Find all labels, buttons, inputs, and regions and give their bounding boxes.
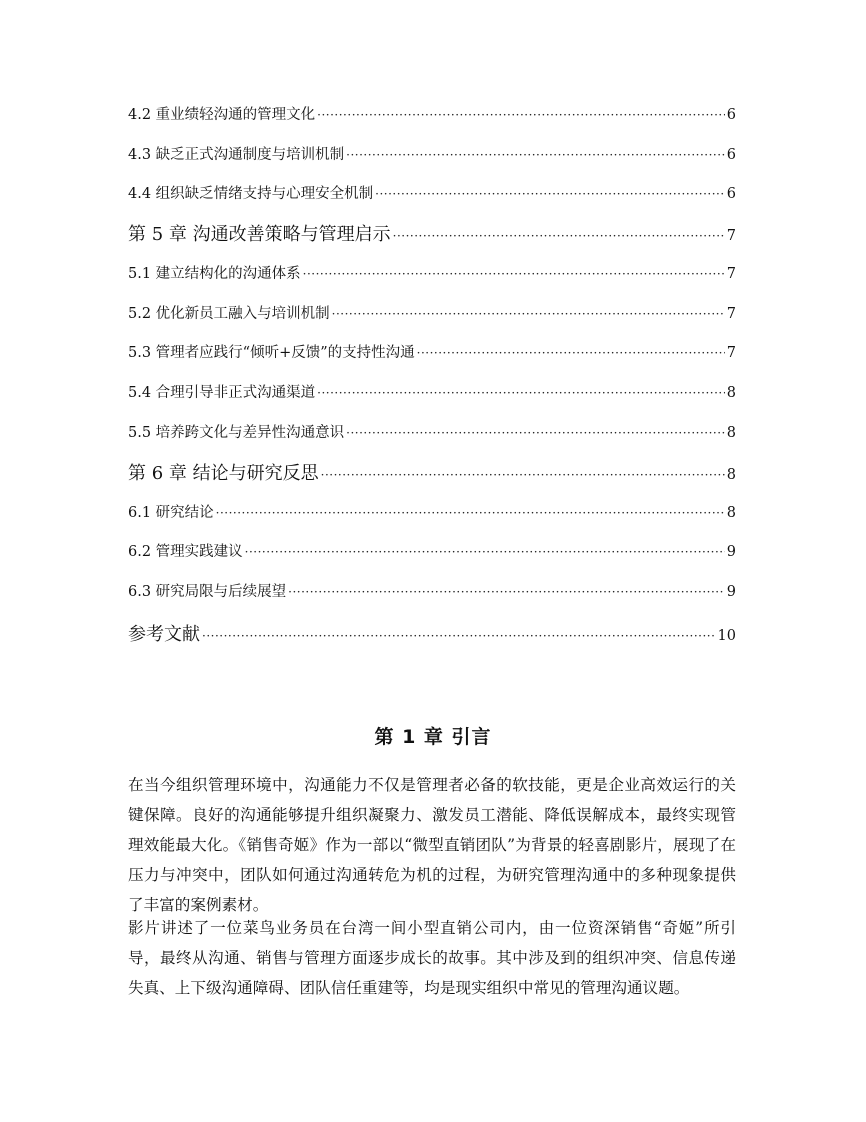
toc-leader-dots [216, 494, 725, 534]
chapter-heading: 第 1 章 引言 [374, 726, 492, 748]
toc-entry-references[interactable] [128, 613, 736, 657]
toc-entry-title: 4.4 组织缺乏情绪支持与心理安全机制 [128, 186, 374, 203]
toc-entry-5-4[interactable] [128, 374, 736, 414]
toc-entry-title: 5.3 管理者应践行“倾听+反馈”的支持性沟通 [128, 345, 415, 362]
toc-entry-5-3[interactable] [128, 334, 736, 374]
toc-leader-dots [317, 374, 725, 414]
table-of-contents [128, 96, 736, 657]
toc-entry-title: 第 5 章 沟通改善策略与管理启示 [128, 224, 391, 246]
toc-entry-5-2[interactable] [128, 295, 736, 335]
toc-entry-title: 6.1 研究结论 [128, 504, 214, 521]
toc-entry-page: 7 [726, 266, 736, 283]
toc-entry-6-1[interactable] [128, 494, 736, 534]
toc-leader-dots [317, 96, 725, 136]
toc-entry-4-2[interactable] [128, 96, 736, 136]
toc-entry-title: 5.2 优化新员工融入与培训机制 [128, 305, 330, 322]
toc-entry-page: 8 [726, 504, 736, 521]
toc-entry-page: 6 [726, 107, 736, 123]
toc-entry-title: 4.3 缺乏正式沟通制度与培训机制 [128, 146, 345, 163]
toc-entry-title: 5.5 培养跨文化与差异性沟通意识 [128, 424, 345, 441]
toc-entry-page: 6 [726, 186, 736, 203]
toc-entry-page: 7 [726, 305, 736, 322]
toc-entry-chapter-5[interactable] [128, 215, 736, 255]
toc-leader-dots [375, 175, 725, 215]
toc-entry-page: 6 [726, 146, 736, 163]
toc-entry-title: 4.2 重业绩轻沟通的管理文化 [128, 107, 316, 123]
toc-entry-page: 7 [726, 345, 736, 362]
toc-entry-page: 9 [726, 583, 736, 600]
toc-leader-dots [245, 533, 725, 573]
toc-leader-dots [288, 573, 725, 613]
toc-entry-title: 6.3 研究局限与后续展望 [128, 583, 287, 600]
toc-entry-6-2[interactable] [128, 533, 736, 573]
toc-entry-5-5[interactable] [128, 414, 736, 454]
body-paragraph-1: 在当今组织管理环境中，沟通能力不仅是管理者必备的软技能，更是企业高效运行的关键保障。良好的沟通能够提升组织凝聚力、激发员工潜能、降低误解成本，最终实现管理效能最大化。《销售奇姬》作为一部以“微型直销团队”为背景的轻喜剧影片，展现了在压力与冲突中，团队如何通过沟通转危为机的过程，为研究管理沟通中的多种现象提供了丰富的案例素材。 [128, 776, 736, 914]
toc-entry-4-4[interactable] [128, 175, 736, 215]
toc-leader-dots [417, 334, 725, 374]
toc-entry-4-3[interactable] [128, 136, 736, 176]
toc-entry-page: 10 [717, 627, 736, 644]
toc-leader-dots [346, 414, 725, 454]
toc-leader-dots [202, 614, 716, 658]
toc-entry-title: 第 6 章 结论与研究反思 [128, 462, 319, 484]
toc-entry-chapter-6[interactable] [128, 454, 736, 494]
toc-entry-page: 9 [726, 544, 736, 561]
toc-entry-title: 5.1 建立结构化的沟通体系 [128, 266, 301, 283]
toc-leader-dots [332, 295, 725, 335]
toc-leader-dots [321, 455, 725, 495]
toc-entry-title: 参考文献 [128, 623, 200, 645]
toc-entry-page: 7 [726, 228, 736, 245]
toc-leader-dots [346, 136, 725, 176]
toc-entry-page: 8 [726, 385, 736, 402]
toc-leader-dots [303, 255, 725, 295]
toc-entry-5-1[interactable] [128, 255, 736, 295]
toc-leader-dots [393, 216, 725, 256]
toc-entry-title: 5.4 合理引导非正式沟通渠道 [128, 385, 316, 402]
toc-entry-page: 8 [726, 424, 736, 441]
body-paragraph-2: 影片讲述了一位菜鸟业务员在台湾一间小型直销公司内，由一位资深销售“奇姬”所引导，最终从沟通、销售与管理方面逐步成长的故事。其中涉及到的组织冲突、信息传递失真、上下级沟通障碍、团队信任重建等，均是现实组织中常见的管理沟通议题。 [128, 919, 736, 997]
toc-entry-title: 6.2 管理实践建议 [128, 544, 243, 561]
toc-entry-page: 8 [726, 466, 736, 483]
toc-entry-6-3[interactable] [128, 573, 736, 613]
